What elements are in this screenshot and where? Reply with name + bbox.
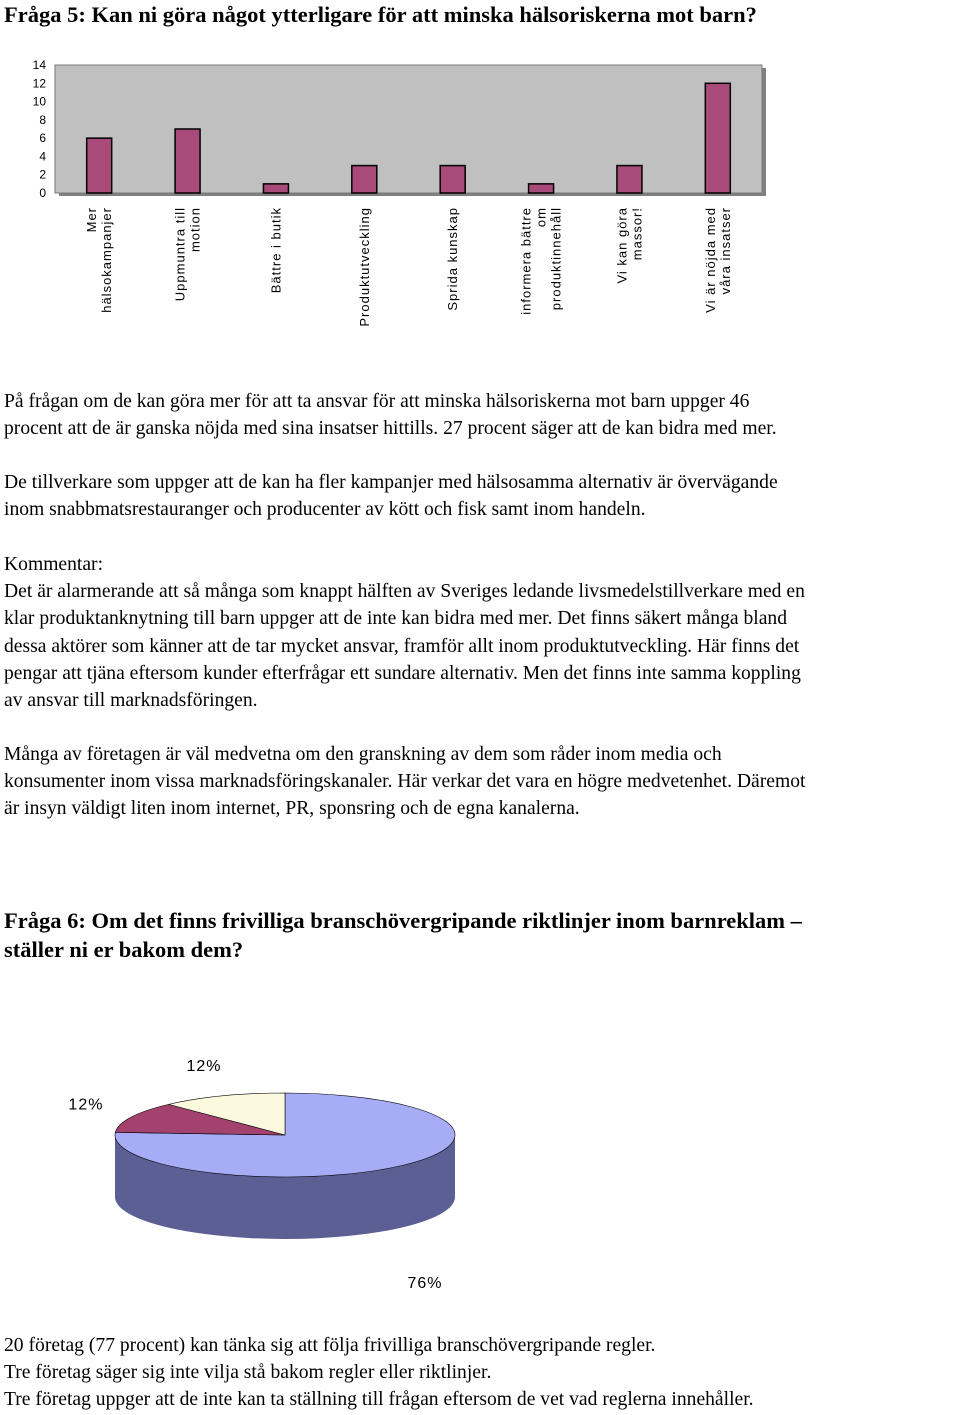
bar	[705, 83, 730, 193]
bar	[87, 138, 112, 193]
x-tick-label-line: Mer	[84, 207, 100, 233]
y-tick-label: 6	[39, 131, 46, 146]
pie-chart	[0, 1058, 960, 1292]
text-line: På frågan om de kan göra mer för att ta ansvar för att minska hälsoriskerna mot barn uppger 46	[4, 391, 750, 412]
x-tick-label-line: informera bättre	[518, 207, 534, 315]
text-line: De tillverkare som uppger att de kan ha fler kampanjer med hälsosamma alternativ är övervägande	[4, 472, 778, 493]
paragraph-comment	[4, 551, 959, 714]
x-tick-label	[84, 207, 114, 313]
x-tick-label-line: Bättre i butik	[268, 207, 284, 294]
y-tick-label: 12	[32, 76, 46, 91]
heading-line: Fråga 6: Om det finns frivilliga branschövergripande riktlinjer inom barnreklam –	[4, 908, 802, 933]
x-tick-label-line: våra insatser	[717, 207, 733, 295]
pie-slice-label: 12%	[68, 1096, 104, 1114]
bar	[263, 184, 288, 193]
paragraph-q5-producers	[4, 469, 959, 523]
text-line: konsumenter inom vissa marknadsföringskanaler. Här verkar det vara en högre medvetenhet. Däremot	[4, 771, 806, 793]
question-5-heading: Fråga 5: Kan ni göra något ytterligare för att minska hälsoriskerna mot barn?	[4, 2, 757, 27]
y-tick-label: 2	[39, 167, 46, 182]
x-tick-label-line: Uppmuntra till	[172, 207, 188, 302]
text-line: Många av företagen är väl medvetna om den granskning av dem som råder inom media och	[4, 744, 722, 765]
text-line: är insyn väldigt liten inom internet, PR, sponsring och de egna kanalerna.	[4, 798, 580, 820]
x-tick-label	[268, 207, 283, 293]
text-line: procent att de är ganska nöjda med sina insatser hittills. 27 procent säger att de kan bidra med mer.	[4, 418, 777, 440]
text-line: Tre företag uppger att de inte kan ta ställning till frågan eftersom de vet vad reglerna innehåller.	[4, 1389, 754, 1411]
y-tick-label: 14	[32, 58, 46, 72]
bar	[617, 166, 642, 193]
text-line: av ansvar till marknadsföringen.	[4, 690, 258, 712]
y-tick-label: 4	[39, 149, 46, 164]
x-tick-label-line: Sprida kunskap	[445, 207, 461, 311]
bar	[529, 184, 554, 193]
y-tick-label: 10	[32, 94, 46, 109]
text-line: 20 företag (77 procent) kan tänka sig att följa frivilliga branschövergripande regler.	[4, 1335, 656, 1356]
paragraph-q5-summary	[4, 388, 959, 442]
text-line: Det är alarmerande att så många som knappt hälften av Sveriges ledande livsmedelstillverkare med en	[4, 581, 805, 603]
x-tick-label	[703, 207, 733, 313]
x-tick-label-line: Produktutveckling	[356, 207, 372, 327]
comment-label: Kommentar:	[4, 554, 104, 575]
x-tick-label	[614, 207, 644, 284]
question-6-heading	[4, 906, 944, 964]
bar	[352, 166, 377, 193]
text-line: inom snabbmatsrestauranger och producenter av kött och fisk samt inom handeln.	[4, 499, 646, 521]
x-tick-label	[357, 207, 372, 327]
text-line: dessa aktörer som känner att de tar mycket ansvar, framför allt inom produktutveckling. Här finns det	[4, 635, 800, 657]
bar	[440, 166, 465, 193]
text-line: Tre företag säger sig inte vilja stå bakom regler eller riktlinjer.	[4, 1362, 492, 1384]
x-tick-label-line: massor!	[629, 207, 645, 261]
x-tick-label-line: om	[533, 207, 549, 228]
x-tick-label-line: Vi är nöjda med	[702, 207, 718, 313]
x-tick-label-line: hälsokampanjer	[99, 207, 115, 313]
text-line: klar produktanknytning till barn uppger att de inte kan bidra med mer. Det finns säkert många bland	[4, 608, 787, 630]
y-tick-label: 0	[39, 186, 46, 200]
x-tick-label-line: Vi kan göra	[614, 207, 630, 284]
bar-chart	[0, 0, 960, 340]
y-tick-label: 8	[39, 112, 46, 127]
x-tick-label-line: produktinnehåll	[548, 207, 564, 311]
x-tick-label-line: motion	[187, 207, 203, 253]
pie-slice-label: 12%	[186, 1058, 222, 1076]
x-tick-label	[519, 207, 564, 315]
text-line: pengar att tjäna eftersom kunder efterfrågar ett sundare alternativ. Men det finns inte samma koppling	[4, 662, 801, 684]
plot-area	[55, 65, 762, 193]
x-tick-label	[445, 207, 460, 311]
paragraph-q6-summary	[4, 1332, 959, 1414]
heading-line: ställer ni er bakom dem?	[4, 937, 244, 962]
pie-slice-label: 76%	[407, 1275, 443, 1292]
x-tick-label	[173, 207, 203, 301]
paragraph-awareness	[4, 741, 959, 823]
bar	[175, 129, 200, 193]
